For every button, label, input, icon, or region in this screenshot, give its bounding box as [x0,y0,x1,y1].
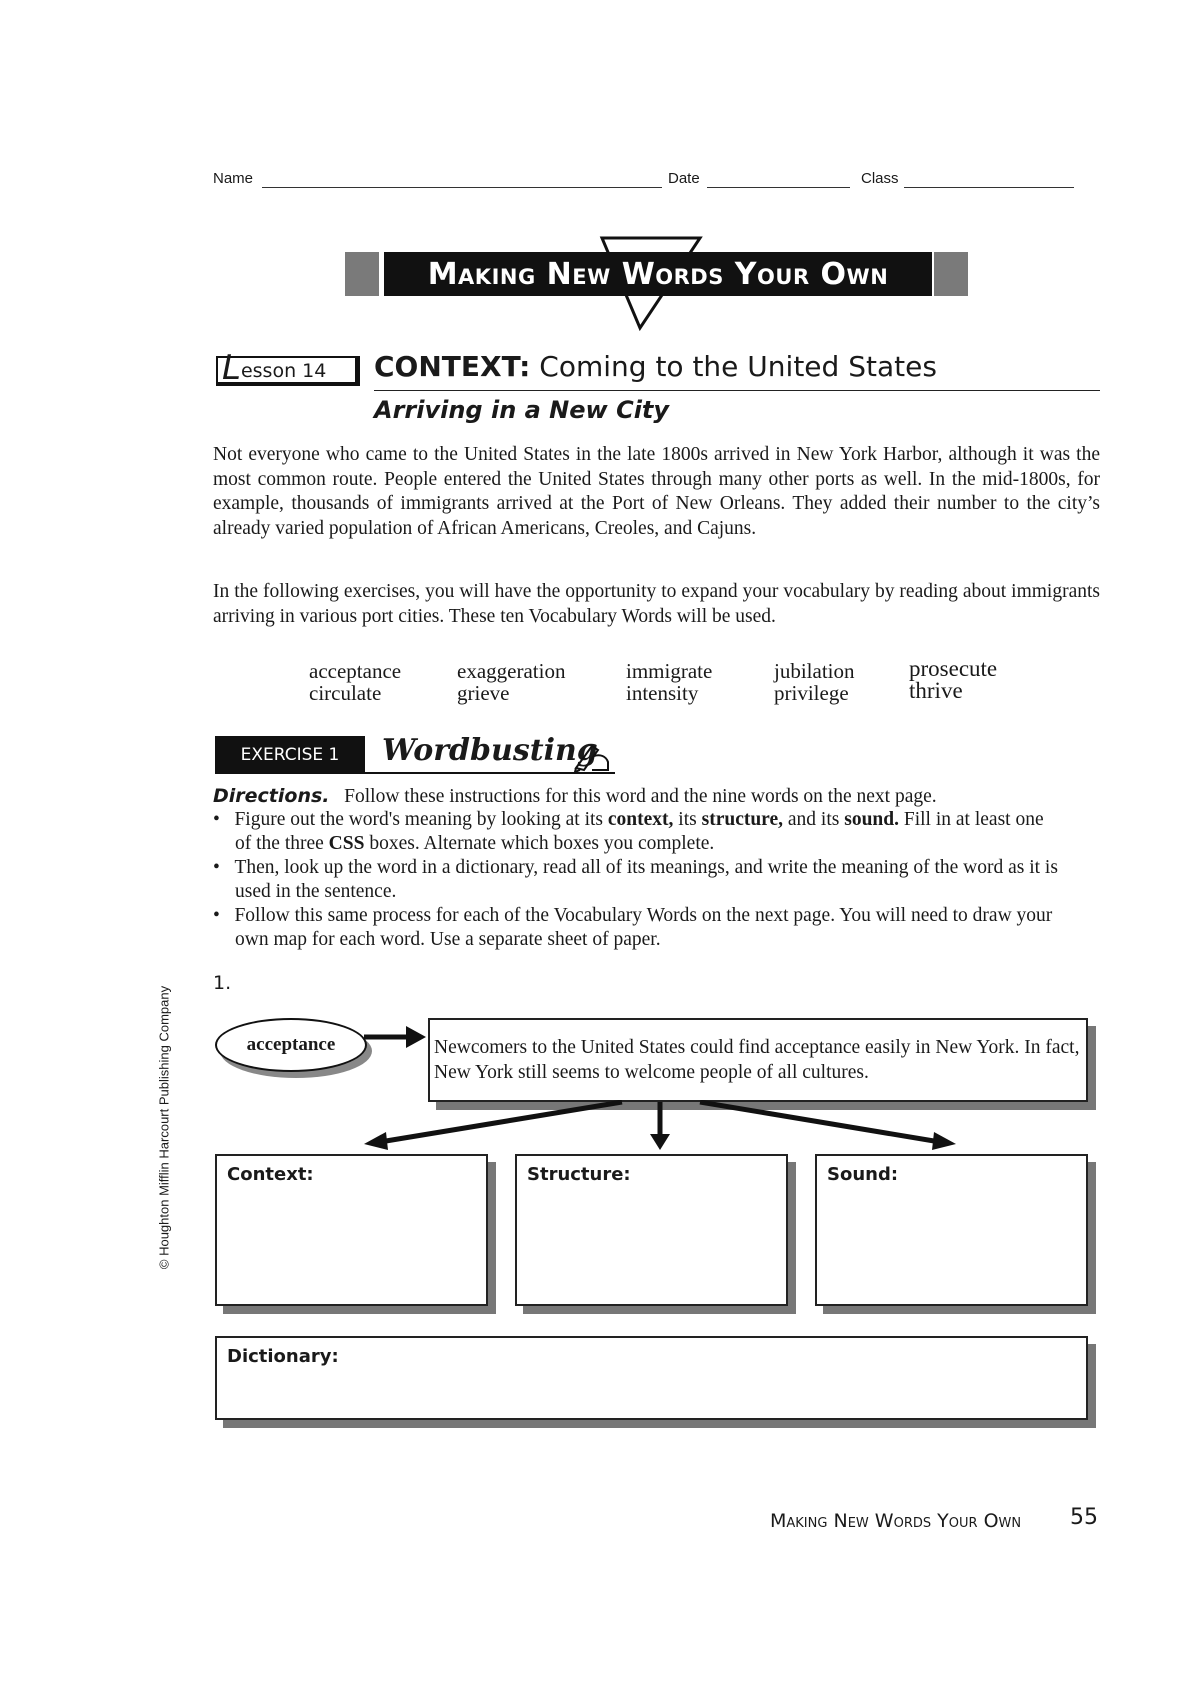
banner-right-block [934,252,968,296]
directions-list [213,808,1063,952]
vocab-word: grieve [457,681,510,705]
class-line [904,187,1074,188]
vocab-column [774,660,855,704]
context-box-label: Context: [227,1164,314,1185]
sound-box-label: Sound: [827,1164,899,1185]
vocab-word: acceptance [309,659,402,683]
banner-title: Making New Words Your Own [384,252,932,296]
vocab-word: intensity [626,681,699,705]
footer-title: Making New Words Your Own [770,1510,1022,1532]
intro-paragraph-1: Not everyone who came to the United States in the late 1800s arrived in New York Harbor, although it was the most common route. People entered the United States through many other ports as well. In the mid-1800s, for example, thousands of immigrants arrived at the Port of New Orleans. They added their number to the city’s already varied population of African Americans, Creoles, and Cajuns. [213,444,1100,539]
lesson-label [216,348,360,388]
structure-box-label: Structure: [527,1164,631,1185]
vocab-word: exaggeration [457,659,566,683]
item-number: 1. [213,972,232,994]
vocab-column [457,660,565,704]
exercise-label: EXERCISE 1 [215,736,365,774]
list-item: • Follow this same process for each of the Vocabulary Words on the next page. You will need to draw your own map for each word. Use a separate sheet of paper. [213,905,1053,950]
structure-box[interactable] [515,1154,788,1306]
vocab-word: privilege [774,681,849,705]
list-item: • Then, look up the word in a dictionary, read all of its meanings, and write the meaning of the word as it is used in the sentence. [213,857,1058,902]
directions [213,784,1093,809]
branch-arrows [360,1100,960,1154]
list-item: • Figure out the word's meaning by looking at its context, its structure, and its sound. Fill in at least one of the three CSS boxes. Alternate which boxes you complete. [213,809,1044,854]
vocab-word: prosecute [909,656,998,681]
name-line [262,187,662,188]
context-label: CONTEXT: [374,350,531,383]
sound-box[interactable] [815,1154,1088,1306]
lesson-subtitle: Arriving in a New City [374,396,670,424]
date-line [707,187,850,188]
directions-label: Directions. [213,785,330,807]
vocab-word: immigrate [626,659,713,683]
context-title: Coming to the United States [539,350,937,383]
intro-paragraph-2: In the following exercises, you will have the opportunity to expand your vocabulary by reading about immigrants arriving in various port cities. These ten Vocabulary Words will be used. [213,581,1100,627]
lesson-number: esson 14 [240,360,327,382]
vocab-column [909,658,997,702]
right-arrow-icon [364,1024,428,1050]
lesson-letter: L [222,348,241,388]
vocab-column [626,660,712,704]
exercise-title: Wordbusting [382,733,598,768]
word-oval: acceptance [215,1018,367,1072]
vocab-word: circulate [309,681,382,705]
page-number: 55 [1070,1505,1098,1530]
context-heading [374,350,937,383]
context-rule [374,390,1100,391]
dictionary-box[interactable] [215,1336,1088,1420]
class-label: Class [861,170,899,187]
banner-left-block [345,252,379,296]
context-box[interactable] [215,1154,488,1306]
directions-text: Follow these instructions for this word and the nine words on the next page. [344,786,937,807]
name-label: Name [213,170,254,187]
date-label: Date [668,170,700,187]
vocab-word: thrive [909,678,963,703]
vocab-word: jubilation [774,659,855,683]
dictionary-box-label: Dictionary: [227,1346,339,1367]
copyright-notice: © Houghton Mifflin Harcourt Publishing Company [156,985,172,1270]
sentence-box: Newcomers to the United States could find acceptance easily in New York. In fact, New York still seems to welcome people of all cultures. [428,1018,1088,1102]
vocab-column [309,660,401,704]
pencil-hand-icon [572,738,614,774]
